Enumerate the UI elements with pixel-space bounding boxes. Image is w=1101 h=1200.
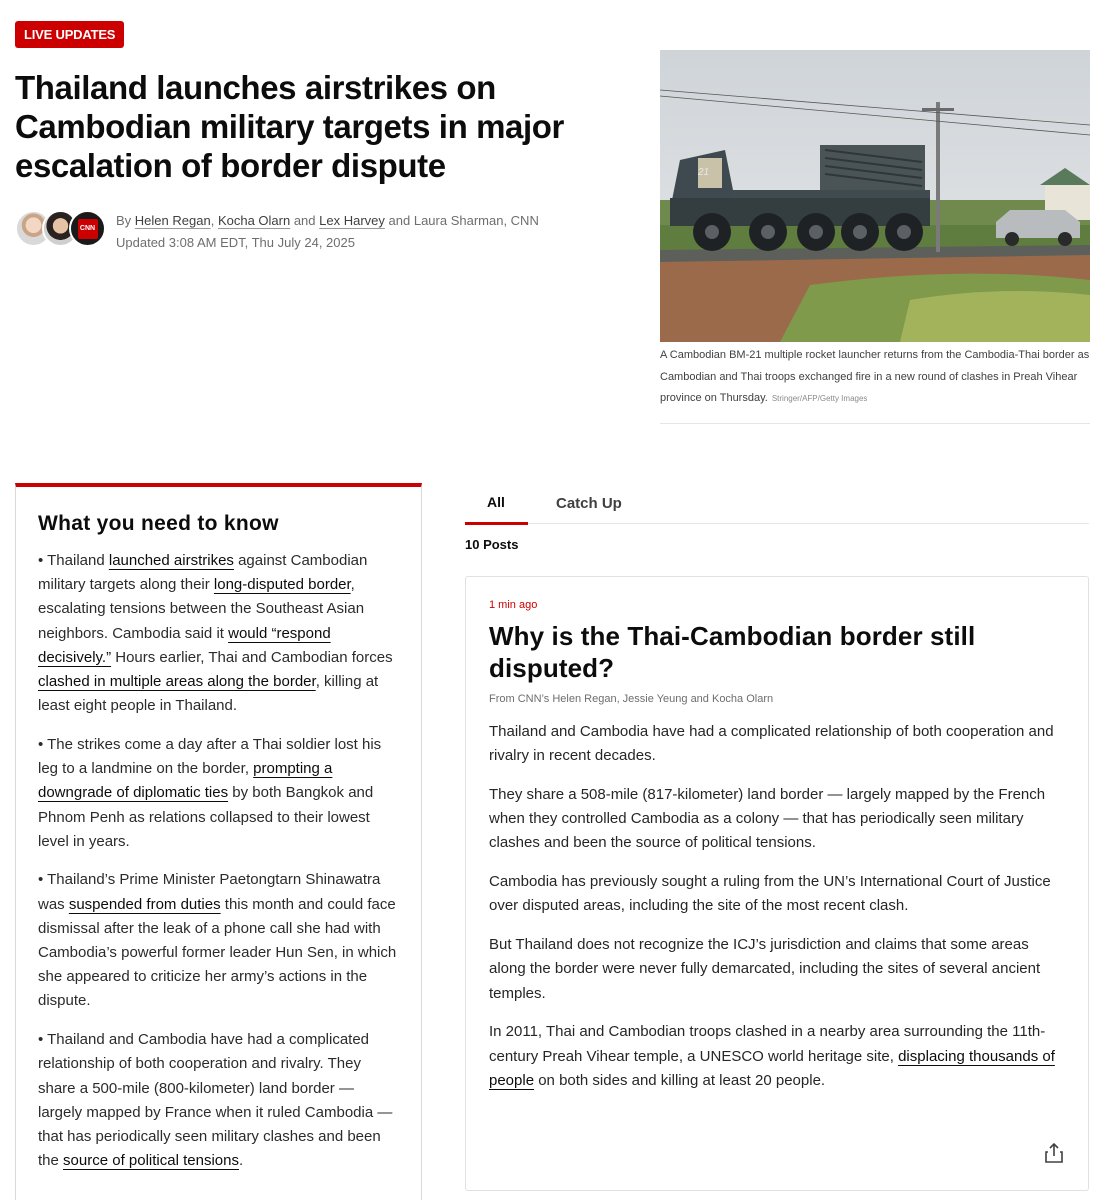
page-headline: Thailand launches airstrikes on Cambodian military targets in major escalation of border dispute	[15, 69, 564, 184]
post-tabs	[465, 488, 1089, 524]
post-paragraph	[489, 870, 1066, 918]
text-segment: Thailand and Cambodia have had a complicated relationship of both cooperation and rivalry in recent decades.	[489, 723, 1054, 765]
tab-catch-up[interactable]: Catch Up	[556, 495, 622, 512]
need-to-know-item	[38, 733, 399, 854]
live-updates-badge: LIVE UPDATES	[15, 21, 124, 48]
text-segment: Hours earlier, Thai and Cambodian forces	[111, 648, 393, 666]
post-paragraph	[489, 1020, 1066, 1093]
live-post-card	[465, 576, 1089, 1191]
byline-authors	[116, 210, 539, 232]
author-avatars[interactable]	[15, 210, 107, 248]
hero-image[interactable]	[660, 50, 1090, 342]
post-timestamp: 1 min ago	[489, 599, 538, 611]
tab-all[interactable]: All	[487, 494, 505, 510]
text-segment: • Thailand	[38, 552, 109, 569]
inline-link[interactable]: prompting a downgrade of diplomatic ties	[38, 760, 333, 802]
text-segment: Cambodia has previously sought a ruling from the UN’s International Court of Justice over disputed areas, including the site of the most recent clash.	[489, 873, 1051, 915]
text-segment: this month and could face dismissal after the leak of a phone call she had with Cambodia’s powerful former leader Hun Sen, in which she appeared to criticize her army’s actions in the dispute.	[38, 895, 397, 1010]
text-segment: .	[238, 1152, 244, 1170]
avatar[interactable]	[69, 210, 106, 247]
text-segment: on both sides and killing at least 20 people.	[534, 1071, 826, 1089]
post-byline: From CNN’s Helen Regan, Jessie Yeung and Kocha Olarn	[489, 693, 774, 705]
post-paragraph	[489, 720, 1066, 768]
text-segment: They share a 508-mile (817-kilometer) land border — largely mapped by the French when they controlled Cambodia as a colony — that has periodically seen military clashes and been the source of political tensions.	[489, 786, 1046, 852]
truck-number: 21	[698, 167, 710, 178]
need-to-know-item	[38, 868, 399, 1013]
share-icon[interactable]	[1044, 1142, 1064, 1164]
posts-count: 10 Posts	[465, 537, 519, 552]
photo-credit: Stringer/AFP/Getty Images	[771, 394, 868, 403]
need-to-know-panel	[15, 483, 422, 1200]
text-segment: But Thailand does not recognize the ICJ’s jurisdiction and claims that some areas along the border were never fully demarcated, including the sites of several ancient temples.	[489, 936, 1041, 1002]
text-segment: • Thailand’s Prime Minister Paetongtarn Shinawatra was	[38, 871, 381, 913]
byline-prefix: By	[116, 213, 132, 228]
hero-image-illustration	[660, 50, 1090, 342]
text-segment: , killing at least eight people in Thailand.	[38, 673, 379, 715]
inline-link[interactable]: suspended from duties	[68, 895, 221, 913]
byline	[116, 210, 539, 254]
inline-link[interactable]: clashed in multiple areas along the border	[38, 673, 316, 691]
text-segment: • Thailand and Cambodia have had a complicated relationship of both cooperation and rivalry. They share a 500-mile (800-kilometer) land border — largely mapped by France when it ruled Cambodia — that has periodically seen military clashes and been the	[38, 1031, 393, 1170]
inline-link[interactable]: displacing thousands of people	[489, 1047, 1055, 1089]
active-tab-indicator	[465, 522, 528, 525]
caption-text: A Cambodian BM-21 multiple rocket launcher returns from the Cambodia-Thai border as Cambodian and Thai troops exchanged fire in a new round of clashes in Preah Vihear province on Thursday.	[660, 349, 1090, 404]
post-paragraph	[489, 933, 1066, 1006]
text-segment: by both Bangkok and Phnom Penh as relations collapsed to their lowest level in years.	[38, 784, 374, 850]
updated-timestamp: Updated 3:08 AM EDT, Thu July 24, 2025	[116, 235, 355, 250]
need-to-know-item	[38, 1028, 399, 1173]
byline-and: and Laura Sharman, CNN	[388, 213, 539, 228]
post-body	[489, 720, 1066, 1093]
byline-separator: ,	[210, 213, 215, 228]
text-segment: , escalating tensions between the Southeast Asian neighbors. Cambodia said it	[38, 576, 365, 642]
author-link[interactable]: Helen Regan	[134, 213, 211, 228]
inline-link[interactable]: launched airstrikes	[108, 552, 234, 569]
need-to-know-item	[38, 549, 399, 718]
text-segment: against Cambodian military targets along their	[38, 552, 368, 594]
inline-link[interactable]: would “respond decisively.”	[38, 624, 331, 666]
post-paragraph	[489, 783, 1066, 856]
text-segment: In 2011, Thai and Cambodian troops clashed in a nearby area surrounding the 11th-century Preah Vihear temple, a UNESCO world heritage site,	[489, 1023, 1046, 1065]
author-link[interactable]: Kocha Olarn	[217, 213, 291, 228]
cnn-logo-icon: CNN	[78, 219, 98, 239]
post-title: Why is the Thai-Cambodian border still disputed?	[489, 621, 976, 683]
byline-and: and	[293, 213, 316, 228]
need-to-know-list	[38, 549, 399, 1173]
need-to-know-title: What you need to know	[38, 512, 279, 535]
author-link[interactable]: Lex Harvey	[319, 213, 385, 228]
inline-link[interactable]: source of political tensions	[63, 1152, 239, 1170]
hero-caption	[660, 345, 1090, 410]
caption-divider	[660, 423, 1090, 424]
inline-link[interactable]: long-disputed border	[213, 576, 351, 594]
text-segment: • The strikes come a day after a Thai soldier lost his leg to a landmine on the border,	[38, 735, 382, 778]
